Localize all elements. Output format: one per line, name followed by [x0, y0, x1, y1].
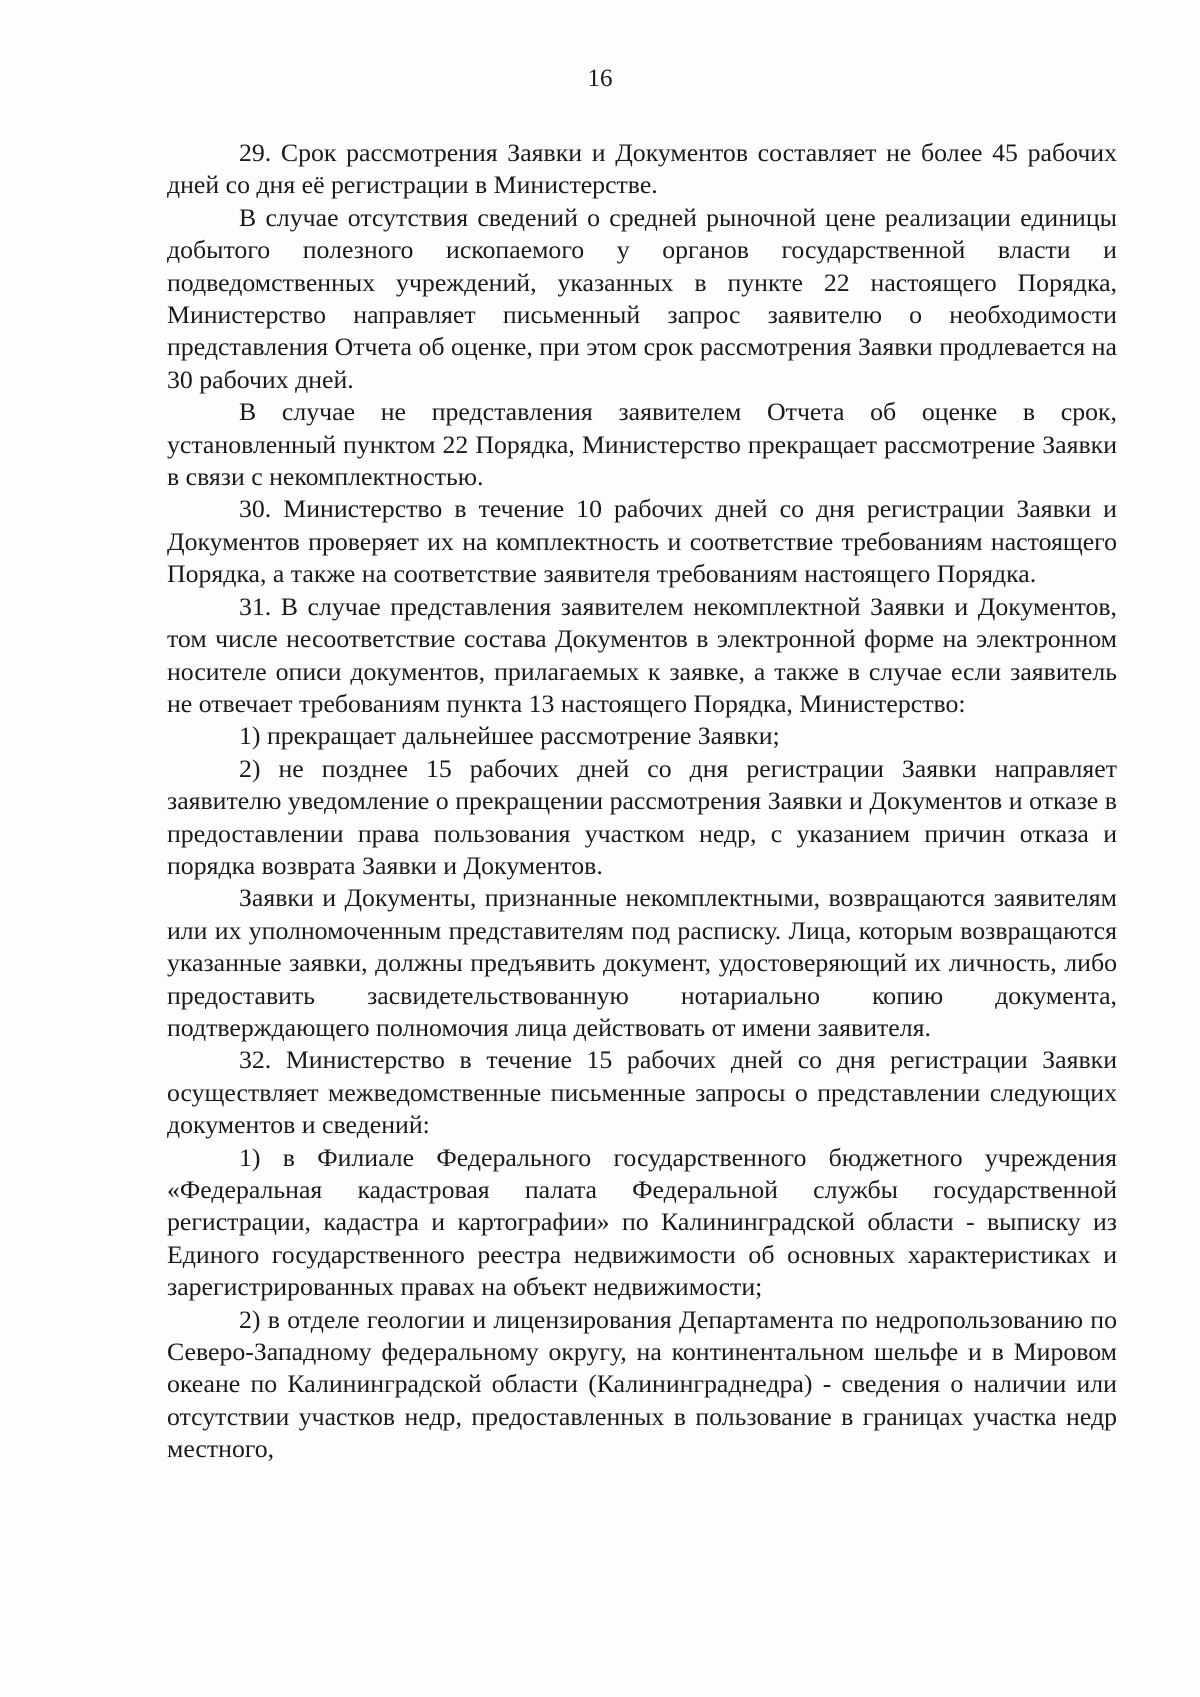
paragraph-29-no-report: В случае не представления заявителем Отчета об оценке в срок, установленный пунктом 22 Порядка, Министерство прекращает рассмотрение Заявки в связи с некомплектностью.: [167, 397, 1117, 492]
paragraph-32: 32. Министерство в течение 15 рабочих дней со дня регистрации Заявки осуществляет межведомственные письменные запросы о представлении следующих документов и сведений:: [167, 1045, 1117, 1140]
paragraph-31: 31. В случае представления заявителем некомплектной Заявки и Документов, том числе несоответствие состава Документов в электронной форме на электронном носителе описи документов, прилагаемых к заявке, а также в случае если заявитель не отвечает требованиям пункта 13 настоящего Порядка, Министерство:: [167, 591, 1117, 718]
paragraph-29: 29. Срок рассмотрения Заявки и Документов составляет не более 45 рабочих дней со дня её регистрации в Министерстве.: [167, 138, 1117, 200]
paragraph-31-item-1: 1) прекращает дальнейшее рассмотрение Заявки;: [239, 721, 780, 751]
page-number: 16: [587, 65, 613, 92]
paragraph-32-item-2: 2) в отделе геологии и лицензирования Департамента по недропользованию по Северо-Западному федеральному округу, на континентальном шельфе и в Мировом океане по Калининградской области (Калининграднедра) - сведения о наличии или отсутствии участков недр, предоставленных в пользование в границах участка недр местного,: [167, 1304, 1117, 1464]
paragraph-32-item-1: 1) в Филиале Федерального государственного бюджетного учреждения «Федеральная кадастровая палата Федеральной службы государственной регистрации, кадастра и картографии» по Калининградской области - выписку из Единого государственного реестра недвижимости об основных характеристиках и зарегистрированных правах на объект недвижимости;: [167, 1142, 1117, 1302]
paragraph-29-market-price: В случае отсутствия сведений о средней рыночной цене реализации единицы добытого полезного ископаемого у органов государственной власти и подведомственных учреждений, указанных в пункте 22 настоящего Порядка, Министерство направляет письменный запрос заявителю о необходимости представления Отчета об оценке, при этом срок рассмотрения Заявки продлевается на 30 рабочих дней.: [167, 202, 1117, 394]
document-body: [167, 137, 1117, 1466]
paragraph-31-return: Заявки и Документы, признанные некомплектными, возвращаются заявителям или их уполномоченным представителям под расписку. Лица, которым возвращаются указанные заявки, должны предъявить документ, удостоверяющий их личность, либо предоставить засвидетельствованную нотариально копию документа, подтверждающего полномочия лица действовать от имени заявителя.: [167, 883, 1117, 1042]
paragraph-31-item-2: 2) не позднее 15 рабочих дней со дня регистрации Заявки направляет заявителю уведомление о прекращении рассмотрения Заявки и Документов и отказе в предоставлении права пользования участком недр, с указанием причин отказа и порядка возврата Заявки и Документов.: [167, 753, 1117, 880]
paragraph-30: 30. Министерство в течение 10 рабочих дней со дня регистрации Заявки и Документов проверяет их на комплектность и соответствие требованиям настоящего Порядка, а также на соответствие заявителя требованиям настоящего Порядка.: [167, 494, 1117, 589]
